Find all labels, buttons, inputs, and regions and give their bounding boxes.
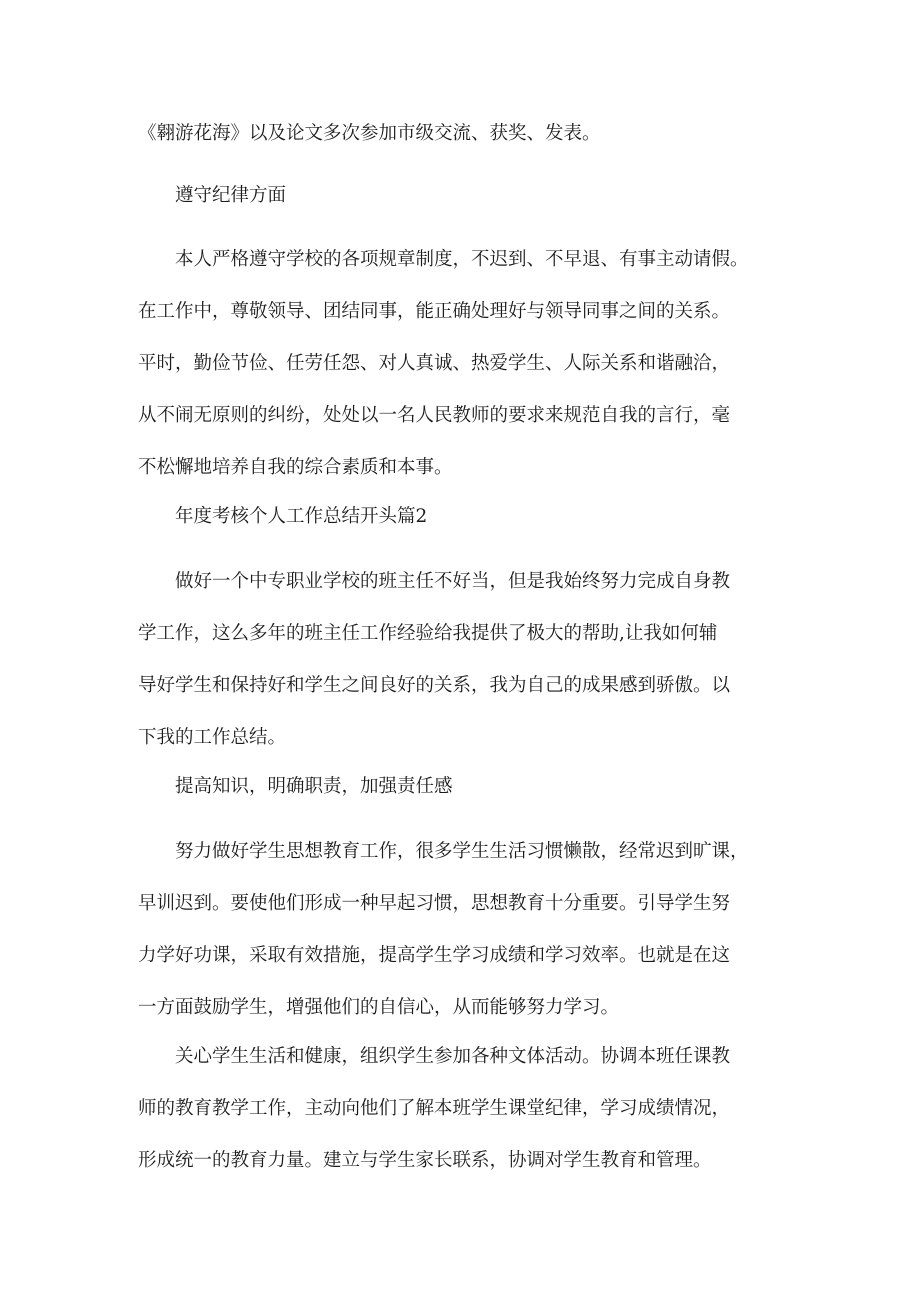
text-line: 做好一个中专职业学校的班主任不好当，但是我始终努力完成自身教 <box>175 571 731 592</box>
text-line: 学工作，这么多年的班主任工作经验给我提供了极大的帮助,让我如何辅 <box>138 623 718 644</box>
text-line: 导好学生和保持好和学生之间良好的关系，我为自己的成果感到骄傲。以 <box>138 675 731 696</box>
text-line: 在工作中，尊敬领导、团结同事，能正确处理好与领导同事之间的关系。 <box>138 301 731 322</box>
text-line: 从不闹无原则的纠纷，处处以一名人民教师的要求来规范自我的言行，毫 <box>138 405 731 426</box>
text-line: 力学好功课，采取有效措施，提高学生学习成绩和学习效率。也就是在这 <box>138 945 731 966</box>
text-line: 本人严格遵守学校的各项规章制度，不迟到、不早退、有事主动请假。 <box>175 249 749 270</box>
text-line: 不松懈地培养自我的综合素质和本事。 <box>138 457 453 478</box>
paragraph-awards-continuation <box>138 108 788 160</box>
text-line: 关心学生生活和健康，组织学生参加各种文体活动。协调本班任课教 <box>175 1046 731 1067</box>
paragraph-student-care <box>138 1031 788 1187</box>
heading-discipline <box>138 170 788 222</box>
paragraph-ideological-education <box>138 826 788 1034</box>
paragraph-class-teacher <box>138 556 788 764</box>
text-line: 年度考核个人工作总结开头篇2 <box>175 506 428 527</box>
text-line: 《翱游花海》以及论文多次参加市级交流、获奖、发表。 <box>138 123 601 144</box>
paragraph-discipline <box>138 234 788 494</box>
text-line: 一方面鼓励学生，增强他们的自信心，从而能够努力学习。 <box>138 997 620 1018</box>
text-line: 师的教育教学工作，主动向他们了解本班学生课堂纪律，学习成绩情况， <box>138 1098 731 1119</box>
text-line: 早训迟到。要使他们形成一种早起习惯，思想教育十分重要。引导学生努 <box>138 893 731 914</box>
text-line: 平时，勤俭节俭、任劳任怨、对人真诚、热爱学生、人际关系和谐融洽， <box>138 353 731 374</box>
text-line: 提高知识，明确职责，加强责任感 <box>175 776 453 797</box>
heading-responsibility <box>138 761 788 813</box>
text-line: 下我的工作总结。 <box>138 727 287 748</box>
text-line: 遵守纪律方面 <box>175 185 287 206</box>
text-line: 努力做好学生思想教育工作，很多学生生活习惯懒散，经常迟到旷课， <box>175 841 749 862</box>
text-line: 形成统一的教育力量。建立与学生家长联系，协调对学生教育和管理。 <box>138 1150 712 1171</box>
heading-annual-summary-2 <box>138 491 788 543</box>
